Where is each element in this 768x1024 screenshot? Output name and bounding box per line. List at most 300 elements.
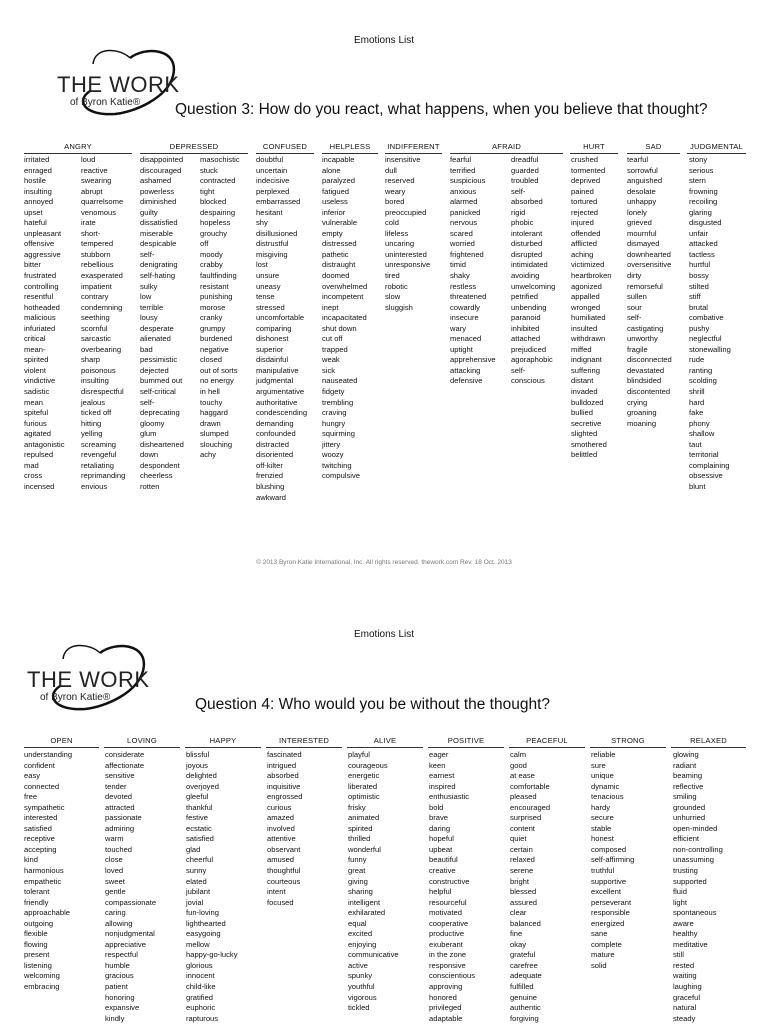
emotion-word: accepting: [24, 844, 57, 854]
emotion-word: grateful: [510, 950, 536, 960]
emotion-word: blissful: [186, 750, 210, 759]
emotion-word: balanced: [510, 918, 541, 928]
emotion-word: anxious: [450, 186, 477, 196]
emotion-word: daring: [429, 823, 451, 833]
emotion-word: carefree: [510, 960, 538, 970]
emotion-word: intimidated: [511, 260, 548, 270]
emotion-word: crushed: [571, 155, 599, 164]
emotion-word: genuine: [510, 992, 538, 1002]
emotion-word: observant: [267, 844, 301, 854]
emotion-word: incapable: [322, 155, 355, 164]
emotion-word: exasperated: [81, 271, 123, 281]
emotion-word: serious: [689, 165, 714, 175]
emotion-word: groaning: [627, 408, 657, 418]
emotion-word: attached: [511, 334, 541, 344]
emotion-word: slighted: [571, 429, 598, 439]
emotion-word: distant: [571, 376, 594, 386]
emotion-word: humble: [105, 960, 130, 970]
emotion-word: enjoying: [348, 939, 377, 949]
emotion-word: attracted: [105, 802, 135, 812]
emotion-word: bold: [429, 802, 444, 812]
emotion-word: unworthy: [627, 334, 658, 344]
emotion-word: jubilant: [186, 887, 211, 897]
emotion-word: thoughtful: [267, 866, 301, 876]
emotion-word: attacking: [450, 365, 481, 375]
emotion-word: distrustful: [256, 239, 289, 249]
emotion-word: morose: [200, 302, 226, 312]
emotion-word: graceful: [673, 992, 701, 1002]
emotion-word: energized: [591, 918, 625, 928]
emotion-word: glowing: [673, 750, 699, 759]
emotion-word: low: [140, 292, 152, 302]
emotion-word: cut off: [322, 334, 343, 344]
emotion-word: surprised: [510, 813, 542, 823]
emotion-word: seething: [81, 313, 110, 323]
emotion-word: thankful: [186, 802, 213, 812]
emotion-column: [186, 750, 238, 1024]
emotion-word: composed: [591, 844, 627, 854]
emotion-word: tolerant: [24, 887, 50, 897]
emotion-word: content: [510, 823, 535, 833]
emotion-word: sweet: [105, 876, 125, 886]
emotion-word: conscientious: [429, 971, 476, 981]
emotion-word: self-critical: [140, 387, 176, 397]
emotion-word: lost: [256, 260, 268, 270]
emotion-word: frenzied: [256, 471, 284, 481]
emotion-word: agitated: [24, 429, 52, 439]
emotion-word: touchy: [200, 397, 223, 407]
emotion-word: aware: [673, 918, 694, 928]
emotion-word: out of sorts: [200, 365, 238, 375]
emotion-word: spunky: [348, 971, 373, 981]
emotion-word: open-minded: [673, 823, 718, 833]
emotion-word: lonely: [627, 207, 647, 217]
emotion-word: mournful: [627, 228, 657, 238]
emotion-word: approachable: [24, 908, 71, 918]
emotion-column: [24, 750, 72, 993]
category-label: AFRAID: [491, 142, 522, 151]
emotion-word: furious: [24, 418, 47, 428]
category-label: POSITIVE: [447, 736, 485, 745]
emotion-word: wary: [450, 323, 467, 333]
emotion-word: euphoric: [186, 1003, 216, 1013]
category-header-open: [24, 736, 99, 745]
emotion-word: sour: [627, 302, 642, 312]
emotion-word: fulfilled: [510, 982, 534, 992]
emotion-word: absorbed: [511, 197, 543, 207]
emotion-word: assured: [510, 897, 538, 907]
emotion-column: [348, 750, 399, 1014]
emotion-word: punishing: [200, 292, 233, 302]
emotion-word: lousy: [140, 313, 158, 323]
emotion-word: stressed: [256, 302, 285, 312]
emotion-word: innocent: [186, 971, 215, 981]
emotion-word: sensitive: [105, 771, 135, 781]
emotion-word: weak: [322, 355, 340, 365]
emotion-word: allowing: [105, 918, 133, 928]
emotion-word: courageous: [348, 760, 388, 770]
emotion-word: hopeful: [429, 834, 454, 844]
emotion-word: frowning: [689, 186, 718, 196]
emotion-column: [689, 155, 731, 493]
category-underline: [347, 747, 423, 748]
emotion-word: unresponsive: [385, 260, 431, 270]
emotion-word: involved: [267, 823, 295, 833]
emotion-word: scolding: [689, 376, 717, 386]
emotion-word: pushy: [689, 323, 710, 333]
emotion-word: mad: [24, 460, 39, 470]
emotion-word: reserved: [385, 176, 415, 186]
emotion-word: inferior: [322, 207, 346, 217]
emotion-word: indignant: [571, 355, 602, 365]
emotion-word: argumentative: [256, 387, 305, 397]
category-underline: [24, 747, 99, 748]
emotion-word: unhappy: [627, 197, 657, 207]
emotion-word: intrigued: [267, 760, 297, 770]
emotion-word: defensive: [450, 376, 483, 386]
emotion-word: sharing: [348, 887, 373, 897]
category-label: PEACEFUL: [526, 736, 568, 745]
emotion-word: envious: [81, 481, 108, 491]
emotion-word: dull: [385, 165, 397, 175]
emotion-word: delighted: [186, 771, 217, 781]
emotion-word: robotic: [385, 281, 408, 291]
emotion-word: haggard: [200, 408, 228, 418]
emotion-word: scared: [450, 228, 473, 238]
emotion-word: overbearing: [81, 344, 122, 354]
emotion-word: affectionate: [105, 760, 145, 770]
emotion-word: phony: [689, 418, 710, 428]
emotion-word: impatient: [81, 281, 112, 291]
emotion-word: insulted: [571, 323, 598, 333]
emotion-word: still: [673, 950, 684, 960]
emotion-word: unassuming: [673, 855, 714, 865]
emotion-word: connected: [24, 781, 60, 791]
emotion-word: grumpy: [200, 323, 226, 333]
emotion-word: interested: [24, 813, 58, 823]
emotion-word: bullied: [571, 408, 593, 418]
emotion-word: shy: [256, 218, 268, 228]
emotion-column: [450, 155, 496, 387]
emotion-word: pained: [571, 186, 594, 196]
emotion-word: closed: [200, 355, 222, 365]
emotion-word: manipulative: [256, 365, 299, 375]
emotion-word: honored: [429, 992, 457, 1002]
emotion-word: steady: [673, 1013, 696, 1023]
emotion-word: disoriented: [256, 450, 294, 460]
emotion-word: demanding: [256, 418, 294, 428]
emotion-word: disillusioned: [256, 228, 298, 238]
emotion-word: harmonious: [24, 866, 64, 876]
emotion-word: stonewalling: [689, 344, 731, 354]
emotion-word: bright: [510, 876, 529, 886]
emotion-column: [673, 750, 723, 1024]
emotion-word: liberated: [348, 781, 378, 791]
emotion-word: diminished: [140, 197, 177, 207]
emotion-word: appalled: [571, 292, 600, 302]
emotion-word: responsible: [591, 908, 630, 918]
emotion-word: craving: [322, 408, 347, 418]
emotion-word: unpleasant: [24, 228, 62, 238]
emotion-word: burdened: [200, 334, 233, 344]
emotion-word: keen: [429, 760, 446, 770]
emotion-word: close: [105, 855, 123, 865]
emotion-word: reflective: [673, 781, 704, 791]
emotion-word: annoyed: [24, 197, 54, 207]
emotion-word: pathetic: [322, 249, 349, 259]
emotion-column: [105, 750, 156, 1024]
emotion-word: uncertain: [256, 165, 288, 175]
emotion-word: welcoming: [24, 971, 60, 981]
emotion-word: respectful: [105, 950, 138, 960]
emotion-word: insulting: [81, 376, 109, 386]
emotion-word: hurtful: [689, 260, 711, 270]
emotion-word: unwelcoming: [511, 281, 556, 291]
emotion-word: fun-loving: [186, 908, 219, 918]
emotion-word: intolerant: [511, 228, 543, 238]
emotion-word: attentive: [267, 834, 296, 844]
category-underline: [104, 747, 180, 748]
emotion-word: confident: [24, 760, 55, 770]
emotion-word: judgmental: [256, 376, 294, 386]
emotion-word: stern: [689, 176, 706, 186]
emotion-word: unbending: [511, 302, 547, 312]
emotion-word: responsive: [429, 960, 466, 970]
category-underline: [140, 153, 248, 154]
emotion-word: self-hating: [140, 271, 176, 281]
emotion-word: blindsided: [627, 376, 662, 386]
emotion-word: hostile: [24, 176, 46, 186]
emotion-word: incapacitated: [322, 313, 367, 323]
emotion-word: deprecating: [140, 408, 180, 418]
emotion-word: bad: [140, 344, 153, 354]
emotion-word: glum: [140, 429, 157, 439]
emotion-word: short-: [81, 228, 101, 238]
emotion-word: vindictive: [24, 376, 56, 386]
emotion-word: reprimanding: [81, 471, 126, 481]
category-label: ALIVE: [373, 736, 397, 745]
emotion-word: blessed: [510, 887, 537, 897]
emotion-word: menaced: [450, 334, 482, 344]
emotion-word: great: [348, 866, 366, 876]
emotion-word: understanding: [24, 750, 73, 759]
emotion-word: sympathetic: [24, 802, 65, 812]
emotion-word: perseverant: [591, 897, 632, 907]
emotion-word: upset: [24, 207, 43, 217]
emotion-word: tired: [385, 271, 400, 281]
emotion-word: quarrelsome: [81, 197, 124, 207]
emotion-word: self-: [511, 365, 526, 375]
emotion-word: youthful: [348, 982, 375, 992]
emotion-column: [627, 155, 672, 429]
emotion-word: rapturous: [186, 1013, 219, 1023]
emotion-word: tactless: [689, 249, 715, 259]
emotion-word: discontented: [627, 387, 671, 397]
emotion-word: shaky: [450, 271, 470, 281]
emotion-word: insensitive: [385, 155, 421, 164]
emotion-word: hardy: [591, 802, 610, 812]
emotion-word: hateful: [24, 218, 47, 228]
emotion-word: patient: [105, 982, 128, 992]
category-underline: [590, 747, 666, 748]
emotion-word: unhurried: [673, 813, 706, 823]
emotion-word: laughing: [673, 982, 702, 992]
emotion-word: combative: [689, 313, 724, 323]
emotion-word: hesitant: [256, 207, 283, 217]
emotion-word: child-like: [186, 982, 216, 992]
emotion-word: anguished: [627, 176, 663, 186]
emotion-word: absorbed: [267, 771, 299, 781]
emotion-word: rude: [689, 355, 705, 365]
emotion-word: self-: [140, 249, 155, 259]
emotion-word: intelligent: [348, 897, 381, 907]
emotion-word: disturbed: [511, 239, 543, 249]
emotion-word: supported: [673, 876, 707, 886]
emotion-word: encouraged: [510, 802, 551, 812]
emotion-word: despicable: [140, 239, 177, 249]
emotion-column: [591, 750, 634, 971]
emotion-word: incensed: [24, 481, 55, 491]
emotion-word: secretive: [571, 418, 602, 428]
emotion-word: yelling: [81, 429, 103, 439]
emotion-word: rejected: [571, 207, 599, 217]
emotion-word: focused: [267, 897, 294, 907]
emotion-word: stilted: [689, 281, 709, 291]
category-label: SAD: [645, 142, 662, 151]
emotion-word: shallow: [689, 429, 715, 439]
page2-header: Emotions List: [353, 629, 415, 640]
emotion-word: taut: [689, 439, 702, 449]
emotion-word: brutal: [689, 302, 708, 312]
emotion-word: terrible: [140, 302, 164, 312]
emotion-word: drawn: [200, 418, 221, 428]
emotion-word: misgiving: [256, 249, 288, 259]
emotion-word: dynamic: [591, 781, 620, 791]
emotion-word: privileged: [429, 1003, 462, 1013]
emotion-word: gratified: [186, 992, 214, 1002]
emotion-word: disgusted: [689, 218, 722, 228]
emotion-word: authentic: [510, 1003, 541, 1013]
emotion-word: cheerless: [140, 471, 173, 481]
emotion-word: uneasy: [256, 281, 281, 291]
emotion-word: victimized: [571, 260, 605, 270]
category-header-afraid: [450, 142, 563, 151]
emotion-word: engrossed: [267, 792, 303, 802]
emotion-word: restless: [450, 281, 477, 291]
category-header-depressed: [140, 142, 248, 151]
logo-title: THE WORK: [27, 667, 150, 692]
emotion-word: trembling: [322, 397, 354, 407]
emotion-word: gleeful: [186, 792, 209, 802]
emotion-word: desperate: [140, 323, 174, 333]
emotion-word: brave: [429, 813, 448, 823]
emotion-word: agoraphobic: [511, 355, 553, 365]
emotion-word: phobic: [511, 218, 534, 228]
emotion-word: dismayed: [627, 239, 660, 249]
emotion-word: inhibited: [511, 323, 540, 333]
emotion-word: satisfied: [24, 823, 52, 833]
emotion-word: tormented: [571, 165, 606, 175]
emotion-word: mellow: [186, 939, 210, 949]
emotion-word: discouraged: [140, 165, 182, 175]
emotion-word: superior: [256, 344, 284, 354]
emotion-word: unique: [591, 771, 614, 781]
emotion-word: nauseated: [322, 376, 358, 386]
emotion-word: heartbroken: [571, 271, 612, 281]
emotion-word: vigorous: [348, 992, 377, 1002]
emotion-word: gloomy: [140, 418, 165, 428]
emotion-word: withdrawn: [571, 334, 606, 344]
emotion-word: unsure: [256, 271, 280, 281]
category-label: CONFUSED: [262, 142, 308, 151]
emotion-word: inept: [322, 302, 339, 312]
logo-subtitle: of Byron Katie®: [70, 97, 141, 108]
emotion-word: moaning: [627, 418, 657, 428]
emotion-word: considerate: [105, 750, 145, 759]
emotion-word: exuberant: [429, 939, 463, 949]
category-header-sad: [627, 142, 680, 151]
emotion-word: tender: [105, 781, 127, 791]
emotion-word: comfortable: [510, 781, 550, 791]
emotion-word: insulting: [24, 186, 52, 196]
emotion-word: neglectful: [689, 334, 722, 344]
emotion-word: frightened: [450, 249, 484, 259]
emotion-word: alienated: [140, 334, 171, 344]
emotion-word: giving: [348, 876, 368, 886]
emotion-word: approving: [429, 982, 463, 992]
emotion-word: blocked: [200, 197, 227, 207]
emotion-word: touched: [105, 844, 133, 854]
emotion-word: resistant: [200, 281, 229, 291]
emotion-word: spirited: [24, 355, 49, 365]
emotion-word: forgiving: [510, 1013, 539, 1023]
emotion-word: loud: [81, 155, 96, 164]
emotion-word: outgoing: [24, 918, 54, 928]
emotion-word: sunny: [186, 866, 207, 876]
emotion-column: [200, 155, 240, 461]
emotion-word: jittery: [322, 439, 341, 449]
emotion-word: irate: [81, 218, 96, 228]
emotion-word: happy-go-lucky: [186, 950, 238, 960]
emotion-word: tempered: [81, 239, 114, 249]
category-underline: [256, 153, 314, 154]
emotion-word: lifeless: [385, 228, 409, 238]
emotion-word: avoiding: [511, 271, 540, 281]
emotion-word: useless: [322, 197, 348, 207]
emotion-word: truthful: [591, 866, 615, 876]
emotion-word: disheartened: [140, 439, 184, 449]
emotion-word: no energy: [200, 376, 234, 386]
emotion-word: suspicious: [450, 176, 486, 186]
emotion-word: petrified: [511, 292, 539, 302]
emotion-word: rotten: [140, 481, 160, 491]
emotion-word: festive: [186, 813, 208, 823]
emotion-word: downhearted: [627, 249, 671, 259]
emotion-word: productive: [429, 929, 465, 939]
emotion-word: incompetent: [322, 292, 364, 302]
emotion-word: confounded: [256, 429, 296, 439]
emotion-word: hard: [689, 397, 705, 407]
emotion-word: honoring: [105, 992, 135, 1002]
emotion-word: dreadful: [511, 155, 539, 164]
emotion-word: constructive: [429, 876, 470, 886]
emotion-column: [429, 750, 475, 1024]
logo-title: THE WORK: [57, 72, 180, 97]
emotion-word: terrified: [450, 165, 476, 175]
emotion-word: embracing: [24, 982, 60, 992]
emotion-word: comparing: [256, 323, 292, 333]
emotion-word: recoiling: [689, 197, 718, 207]
